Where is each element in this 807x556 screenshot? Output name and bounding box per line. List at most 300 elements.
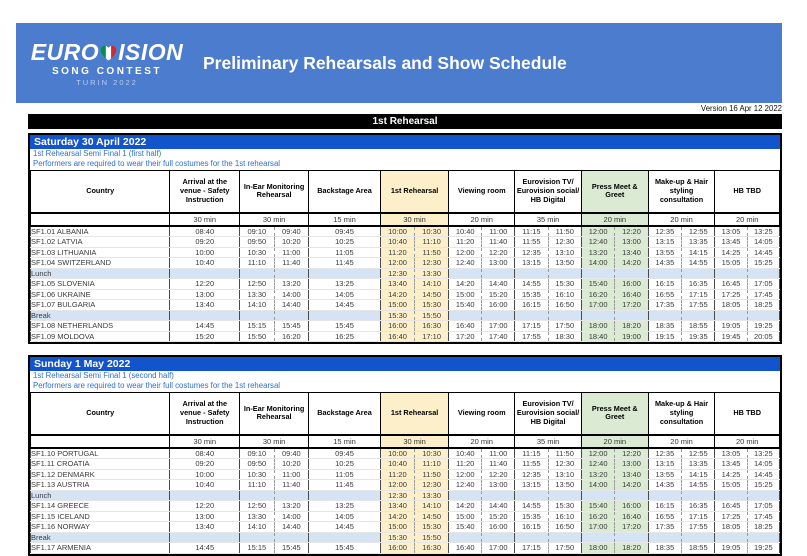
column-header-3: 1st Rehearsal	[380, 393, 448, 435]
break-label-cell: Break	[31, 532, 170, 543]
time-start: 13:55	[649, 470, 682, 480]
schedule-cell	[449, 543, 515, 554]
time-end: 15:30	[422, 300, 442, 309]
time-start: 17:25	[715, 290, 747, 300]
time-start: 17:15	[515, 321, 548, 331]
time-start	[449, 311, 482, 321]
time-start: 15:15	[240, 321, 274, 331]
time-pair	[715, 248, 779, 258]
schedule-cell	[240, 501, 309, 512]
schedule-cell	[170, 448, 240, 459]
time-start: 17:55	[515, 332, 548, 342]
time-start	[582, 311, 615, 321]
time-pair	[449, 491, 514, 501]
country-cell: SF1.15 ICELAND	[31, 511, 170, 522]
schedule-cell	[715, 480, 780, 491]
time-end: 10:30	[422, 226, 442, 236]
duration-cell: 20 min	[449, 435, 515, 448]
time-end	[748, 269, 779, 279]
schedule-cell	[515, 532, 582, 543]
schedule-cell	[715, 448, 780, 459]
time-end: 17:10	[422, 331, 442, 341]
time-pair	[381, 522, 448, 532]
schedule-cell	[309, 310, 381, 321]
time-end: 13:20	[281, 501, 301, 510]
time-start: 13:45	[715, 237, 747, 247]
time-end: 15:50	[422, 532, 442, 542]
schedule-cell	[648, 237, 715, 248]
time-end	[615, 269, 647, 279]
time-start: 16:20	[582, 290, 615, 300]
duration-cell: 20 min	[449, 213, 515, 226]
time-pair	[381, 269, 448, 279]
schedule-cell	[715, 490, 780, 501]
time-pair	[715, 501, 779, 511]
time-start: 09:10	[240, 227, 274, 237]
schedule-cell	[648, 459, 715, 470]
time-start: 15:40	[582, 279, 615, 289]
break-label-cell: Lunch	[31, 268, 170, 279]
time-start: 09:50	[240, 459, 274, 469]
time-pair	[449, 300, 514, 310]
time-end: 12:20	[622, 448, 641, 458]
time-end: 17:00	[488, 321, 508, 330]
schedule-cell	[449, 501, 515, 512]
schedule-cell	[715, 469, 780, 480]
time-pair	[515, 512, 581, 522]
time-pair	[582, 300, 648, 310]
time-end	[482, 491, 514, 501]
time-end: 14:45	[753, 247, 773, 257]
time-start	[649, 491, 682, 501]
time-end: 16:30	[422, 321, 442, 330]
time-pair	[515, 258, 581, 268]
schedule-cell	[380, 226, 448, 237]
time-pair	[649, 543, 715, 553]
time-pair	[715, 311, 779, 321]
time-end: 16:00	[622, 279, 641, 288]
time-end	[682, 491, 714, 501]
time-pair	[381, 543, 448, 553]
time-start: 15:50	[240, 332, 274, 342]
schedule-cell	[309, 511, 381, 522]
schedule-cell	[309, 490, 381, 501]
time-start: 16:40	[449, 543, 482, 553]
time-start: 14:20	[449, 279, 482, 289]
time-end: 13:50	[555, 258, 575, 267]
schedule-cell	[380, 469, 448, 480]
time-end: 14:40	[281, 522, 301, 531]
time-end: 12:30	[422, 258, 442, 267]
time-pair	[515, 533, 581, 543]
column-header-2: Backstage Area	[309, 393, 381, 435]
time-end: 19:35	[688, 331, 708, 341]
schedule-cell	[380, 490, 448, 501]
schedule-cell	[715, 321, 780, 332]
time-end: 12:20	[488, 247, 508, 257]
schedule-cell	[309, 331, 381, 342]
time-start: 12:00	[582, 227, 615, 237]
schedule-cell	[309, 300, 381, 311]
break-row	[31, 490, 780, 501]
time-pair	[449, 332, 514, 342]
time-value: 11:45	[335, 258, 354, 267]
time-end: 11:50	[422, 469, 441, 479]
day-header-bar: Sunday 1 May 2022	[30, 357, 780, 371]
time-start: 14:10	[240, 522, 274, 532]
time-start: 17:25	[715, 512, 747, 522]
time-end: 14:45	[753, 469, 773, 479]
country-cell: SF1.13 AUSTRIA	[31, 480, 170, 491]
time-pair	[715, 290, 779, 300]
time-end: 09:40	[281, 448, 301, 458]
schedule-cell	[309, 237, 381, 248]
time-start: 10:00	[381, 449, 415, 459]
section-title-bar: 1st Rehearsal	[28, 114, 782, 129]
schedule-cell	[581, 268, 648, 279]
time-pair	[715, 470, 779, 480]
time-pair	[649, 449, 715, 459]
time-end	[275, 533, 308, 543]
schedule-cell	[170, 331, 240, 342]
time-end	[549, 311, 581, 321]
column-header-0: Arrival at the venue - Safety Instruction	[170, 171, 240, 213]
time-pair	[240, 449, 308, 459]
schedule-cell	[515, 522, 582, 533]
time-start	[582, 491, 615, 501]
time-start: 16:55	[649, 290, 682, 300]
schedule-cell	[170, 237, 240, 248]
schedule-cell	[648, 258, 715, 269]
time-end: 16:20	[281, 331, 301, 341]
break-row	[31, 532, 780, 543]
schedule-grid	[30, 392, 780, 554]
time-end: 14:15	[688, 469, 708, 479]
time-pair	[449, 290, 514, 300]
schedule-cell	[380, 289, 448, 300]
time-end: 11:10	[422, 459, 441, 468]
time-end: 14:00	[281, 511, 301, 521]
schedule-cell	[449, 448, 515, 459]
table-row	[31, 522, 780, 533]
time-start: 15:00	[381, 300, 415, 310]
time-start: 15:15	[240, 543, 274, 553]
schedule-cell	[380, 321, 448, 332]
time-end: 13:40	[622, 247, 641, 257]
eurovision-logo	[31, 40, 183, 87]
time-pair	[449, 279, 514, 289]
time-start: 16:15	[515, 522, 548, 532]
duration-cell: 15 min	[309, 435, 381, 448]
schedule-cell	[581, 469, 648, 480]
time-end: 13:00	[622, 459, 641, 468]
duration-cell-empty	[31, 435, 170, 448]
time-start: 13:40	[381, 279, 415, 289]
table-row	[31, 279, 780, 290]
time-pair	[649, 237, 715, 247]
time-pair	[649, 311, 715, 321]
time-start: 14:25	[715, 248, 747, 258]
time-pair	[582, 311, 648, 321]
time-start: 18:40	[582, 332, 615, 342]
column-header-0: Arrival at the venue - Safety Instruction	[170, 393, 240, 435]
schedule-cell	[380, 543, 448, 554]
time-start	[240, 491, 274, 501]
time-pair	[240, 543, 308, 553]
schedule-cell	[581, 247, 648, 258]
time-end: 15:30	[422, 522, 442, 531]
schedule-cell	[515, 300, 582, 311]
time-start: 11:20	[449, 459, 482, 469]
time-end	[275, 311, 308, 321]
time-pair	[515, 543, 581, 553]
schedule-cell	[170, 258, 240, 269]
schedule-cell	[515, 511, 582, 522]
time-start: 13:15	[649, 237, 682, 247]
time-start	[715, 491, 747, 501]
schedule-cell	[380, 532, 448, 543]
schedule-cell	[170, 310, 240, 321]
schedule-cell	[309, 522, 381, 533]
time-end	[549, 533, 581, 543]
time-pair	[649, 470, 715, 480]
column-header-4: Viewing room	[449, 171, 515, 213]
time-pair	[449, 470, 514, 480]
schedule-cell	[648, 226, 715, 237]
time-start: 12:40	[582, 237, 615, 247]
time-start: 14:55	[515, 501, 548, 511]
schedule-cell	[715, 310, 780, 321]
time-pair	[381, 459, 448, 469]
time-end: 14:50	[422, 289, 442, 299]
time-value: 14:05	[335, 289, 354, 299]
time-end: 14:40	[488, 279, 508, 288]
time-pair	[515, 248, 581, 258]
time-end: 19:25	[753, 543, 773, 552]
time-start: 14:35	[649, 258, 682, 268]
time-pair	[582, 237, 648, 247]
table-row	[31, 480, 780, 491]
time-end: 19:00	[622, 331, 641, 341]
duration-cell: 30 min	[170, 213, 240, 226]
time-end: 11:40	[282, 480, 301, 489]
schedule-cell	[581, 480, 648, 491]
schedule-cell	[240, 300, 309, 311]
time-end: 17:05	[753, 279, 773, 288]
time-value: 13:40	[195, 300, 215, 309]
duration-cell: 35 min	[515, 435, 582, 448]
time-end: 20:05	[753, 331, 773, 341]
time-pair	[582, 470, 648, 480]
schedule-cell	[581, 331, 648, 342]
time-pair	[449, 237, 514, 247]
schedule-cell	[715, 279, 780, 290]
schedule-cell	[515, 258, 582, 269]
time-pair	[381, 237, 448, 247]
country-cell: SF1.04 SWITZERLAND	[31, 258, 170, 269]
country-cell: SF1.12 DENMARK	[31, 469, 170, 480]
time-start: 11:20	[449, 237, 482, 247]
schedule-cell	[648, 448, 715, 459]
time-end: 14:55	[688, 258, 708, 267]
time-start: 19:45	[715, 332, 747, 342]
time-start: 12:35	[649, 227, 682, 237]
time-start: 17:35	[649, 522, 682, 532]
schedule-cell	[581, 543, 648, 554]
time-start: 15:35	[515, 512, 548, 522]
time-pair	[381, 300, 448, 310]
schedule-cell	[581, 448, 648, 459]
time-pair	[649, 290, 715, 300]
time-value: 11:05	[335, 247, 354, 257]
time-start	[582, 533, 615, 543]
time-end: 13:20	[281, 279, 301, 288]
schedule-cell	[170, 459, 240, 470]
schedule-cell	[648, 268, 715, 279]
schedule-cell	[648, 331, 715, 342]
time-end: 11:50	[422, 247, 441, 257]
time-start: 15:30	[381, 533, 415, 543]
time-pair	[449, 533, 514, 543]
time-start: 13:05	[715, 227, 747, 237]
time-end: 14:40	[488, 501, 508, 510]
schedule-cell	[240, 258, 309, 269]
column-header-4: Viewing room	[449, 393, 515, 435]
time-end: 18:25	[753, 300, 773, 309]
time-end: 16:00	[622, 501, 641, 510]
time-start	[715, 311, 747, 321]
duration-cell: 35 min	[515, 213, 582, 226]
table-row	[31, 501, 780, 512]
time-pair	[515, 501, 581, 511]
country-cell: SF1.01 ALBANIA	[31, 226, 170, 237]
time-pair	[381, 290, 448, 300]
time-start	[515, 491, 548, 501]
time-start: 17:15	[515, 543, 548, 553]
time-start: 15:40	[582, 501, 615, 511]
time-value: 09:20	[195, 459, 215, 468]
time-start: 18:05	[715, 300, 747, 310]
time-start: 16:20	[582, 512, 615, 522]
time-end: 19:25	[753, 321, 773, 330]
time-pair	[649, 522, 715, 532]
time-start: 12:00	[449, 248, 482, 258]
schedule-cell	[715, 331, 780, 342]
time-end: 13:25	[753, 448, 773, 458]
time-value: 14:45	[335, 300, 354, 309]
time-start: 12:00	[381, 258, 415, 268]
time-end: 15:25	[753, 258, 773, 267]
time-end: 12:20	[622, 226, 641, 236]
time-start: 19:05	[715, 321, 747, 331]
time-end: 13:30	[422, 490, 442, 500]
schedule-cell	[715, 522, 780, 533]
duration-cell: 20 min	[581, 435, 648, 448]
time-pair	[240, 300, 308, 310]
time-value: 15:45	[335, 543, 354, 552]
time-end: 11:00	[489, 226, 508, 236]
duration-row	[31, 435, 780, 448]
schedule-cell	[449, 300, 515, 311]
schedule-cell	[309, 226, 381, 237]
time-end: 13:50	[555, 480, 575, 489]
time-pair	[240, 470, 308, 480]
time-pair	[449, 459, 514, 469]
time-pair	[715, 237, 779, 247]
time-pair	[515, 279, 581, 289]
time-pair	[240, 491, 308, 501]
schedule-cell	[309, 279, 381, 290]
time-pair	[240, 459, 308, 469]
schedule-cell	[380, 237, 448, 248]
schedule-cell	[170, 268, 240, 279]
time-end	[682, 269, 714, 279]
schedule-cell	[240, 321, 309, 332]
time-value: 10:40	[195, 480, 215, 489]
time-pair	[449, 501, 514, 511]
time-pair	[649, 480, 715, 490]
time-start: 19:15	[649, 332, 682, 342]
time-end: 12:30	[555, 459, 575, 468]
time-pair	[649, 512, 715, 522]
time-end: 12:55	[688, 448, 708, 458]
time-end: 14:10	[422, 279, 442, 288]
time-pair	[582, 332, 648, 342]
schedule-cell	[170, 321, 240, 332]
time-start: 16:55	[649, 512, 682, 522]
time-end	[275, 491, 308, 501]
time-end: 16:00	[488, 300, 508, 309]
schedule-cell	[715, 258, 780, 269]
table-row	[31, 511, 780, 522]
schedule-cell	[380, 279, 448, 290]
time-end: 16:35	[688, 501, 708, 510]
time-end: 18:25	[753, 522, 773, 531]
time-start: 13:30	[240, 290, 274, 300]
heart-italian-flag-icon	[100, 41, 117, 65]
time-pair	[515, 321, 581, 331]
time-value: 13:40	[195, 522, 215, 531]
time-value: 10:40	[195, 258, 215, 267]
time-pair	[582, 321, 648, 331]
schedule-cell	[309, 258, 381, 269]
time-pair	[515, 311, 581, 321]
time-value: 10:00	[195, 247, 215, 257]
time-pair	[381, 449, 448, 459]
table-row	[31, 247, 780, 258]
break-row	[31, 310, 780, 321]
time-pair	[582, 522, 648, 532]
eurovision-wordmark	[31, 40, 183, 64]
time-end: 16:40	[622, 289, 641, 299]
time-start: 17:00	[582, 522, 615, 532]
schedule-cell	[715, 501, 780, 512]
schedule-cell	[515, 490, 582, 501]
country-cell: SF1.14 GREECE	[31, 501, 170, 512]
time-end: 17:55	[688, 522, 708, 531]
table-subtitle-2: Performers are required to wear their full costumes for the 1st rehearsal	[30, 159, 780, 170]
schedule-cell	[309, 459, 381, 470]
time-start	[240, 533, 274, 543]
time-end: 12:30	[555, 237, 575, 246]
time-pair	[649, 459, 715, 469]
time-pair	[582, 248, 648, 258]
schedule-cell	[515, 501, 582, 512]
schedule-cell	[170, 226, 240, 237]
time-start: 18:00	[582, 543, 615, 553]
time-value: 16:25	[335, 331, 354, 341]
schedule-cell	[380, 331, 448, 342]
